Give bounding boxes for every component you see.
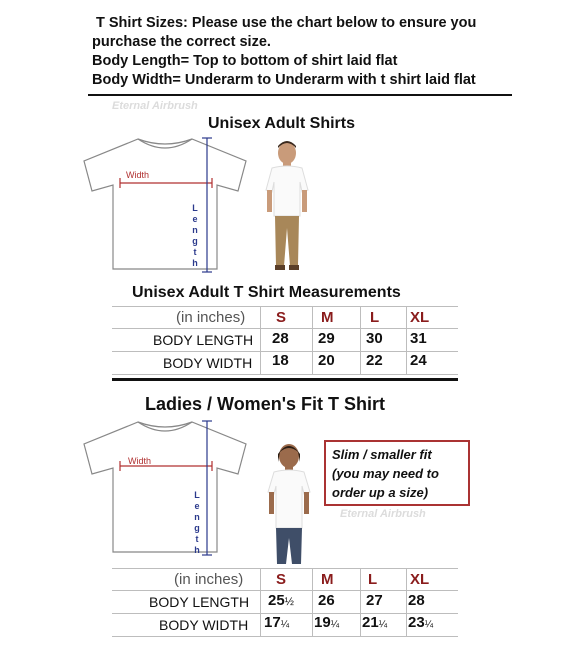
unisex-width-m: 20: [318, 352, 335, 369]
ladies-unit-label: (in inches): [174, 571, 244, 588]
watermark-top: Eternal Airbrush: [112, 100, 198, 112]
fit-note-line-2: (you may need to: [332, 466, 439, 481]
fit-note-line-3: order up a size): [332, 485, 429, 500]
ladies-width-label: Width: [128, 456, 152, 466]
length-letter: e: [192, 214, 198, 224]
size-header-xl: XL: [410, 571, 430, 588]
unisex-width-xl: 24: [410, 352, 427, 369]
ladies-length-m: 26: [318, 592, 335, 609]
ladies-shirt-diagram: [80, 418, 250, 560]
body-width-definition: Body Width= Underarm to Underarm with t shirt laid flat: [92, 72, 476, 88]
fit-note-line-1: Slim / smaller fit: [332, 447, 432, 462]
unisex-length-s: 28: [272, 330, 289, 347]
length-letter: n: [192, 225, 198, 235]
ladies-length-label: [193, 490, 201, 556]
ladies-width-m: 19¼: [314, 614, 340, 631]
table-grid-line: [260, 568, 261, 636]
unisex-unit-label: (in inches): [176, 309, 246, 326]
table-grid-line: [112, 636, 458, 637]
length-letter: e: [194, 501, 200, 511]
ladies-length-xl: 28: [408, 592, 425, 609]
fit-note-box: [324, 440, 470, 506]
row-label-body-length: BODY LENGTH: [153, 332, 254, 348]
row-label-body-length: BODY LENGTH: [149, 594, 250, 610]
length-letter: h: [194, 545, 200, 555]
body-length-definition: Body Length= Top to bottom of shirt laid flat: [92, 53, 398, 69]
unisex-length-label: [191, 203, 199, 269]
table-grid-line: [112, 374, 458, 375]
male-model-photo: [262, 138, 312, 274]
length-letter: L: [192, 203, 198, 213]
length-letter: n: [194, 512, 200, 522]
ladies-section-title: Ladies / Women's Fit T Shirt: [145, 394, 385, 414]
size-header-l: L: [370, 309, 380, 326]
table-grid-line: [406, 568, 407, 636]
unisex-length-l: 30: [366, 330, 383, 347]
unisex-table-title: Unisex Adult T Shirt Measurements: [132, 284, 401, 301]
watermark-bottom: Eternal Airbrush: [340, 508, 426, 520]
ladies-width-xl: 23¼: [408, 614, 434, 631]
unisex-length-m: 29: [318, 330, 335, 347]
unisex-width-label: Width: [126, 170, 150, 180]
unisex-shirt-diagram: [80, 135, 250, 277]
table-grid-line: [260, 306, 261, 374]
ladies-length-l: 27: [366, 592, 383, 609]
header-divider: [88, 94, 512, 96]
size-header-l: L: [368, 571, 378, 588]
length-letter: h: [192, 258, 198, 268]
unisex-length-xl: 31: [410, 330, 427, 347]
table-grid-line: [360, 568, 361, 636]
ladies-width-l: 21¼: [362, 614, 388, 631]
table-grid-line: [360, 306, 361, 374]
table-grid-line: [312, 306, 313, 374]
ladies-width-s: 17¼: [264, 614, 290, 631]
length-letter: g: [192, 236, 198, 246]
unisex-measurement-table: [112, 306, 458, 376]
size-header-s: S: [276, 571, 287, 588]
unisex-section-title: Unisex Adult Shirts: [208, 115, 355, 132]
intro-line-1: T Shirt Sizes: Please use the chart below to ensure you: [96, 15, 477, 31]
length-letter: t: [195, 534, 199, 544]
intro-line-2: purchase the correct size.: [92, 34, 271, 50]
table-grid-line: [406, 306, 407, 374]
size-header-m: M: [321, 571, 334, 588]
row-label-body-width: BODY WIDTH: [163, 355, 253, 371]
unisex-width-l: 22: [366, 352, 383, 369]
size-header-s: S: [276, 309, 287, 326]
length-letter: g: [194, 523, 200, 533]
length-letter: t: [193, 247, 197, 257]
unisex-width-s: 18: [272, 352, 289, 369]
ladies-measurement-table: [112, 568, 458, 638]
size-header-xl: XL: [410, 309, 430, 326]
size-header-m: M: [321, 309, 334, 326]
table-grid-line: [312, 568, 313, 636]
length-letter: L: [194, 490, 200, 500]
row-label-body-width: BODY WIDTH: [159, 617, 249, 633]
section-divider: [112, 378, 458, 381]
female-model-photo: [262, 440, 316, 568]
ladies-length-s: 25½: [268, 592, 294, 609]
